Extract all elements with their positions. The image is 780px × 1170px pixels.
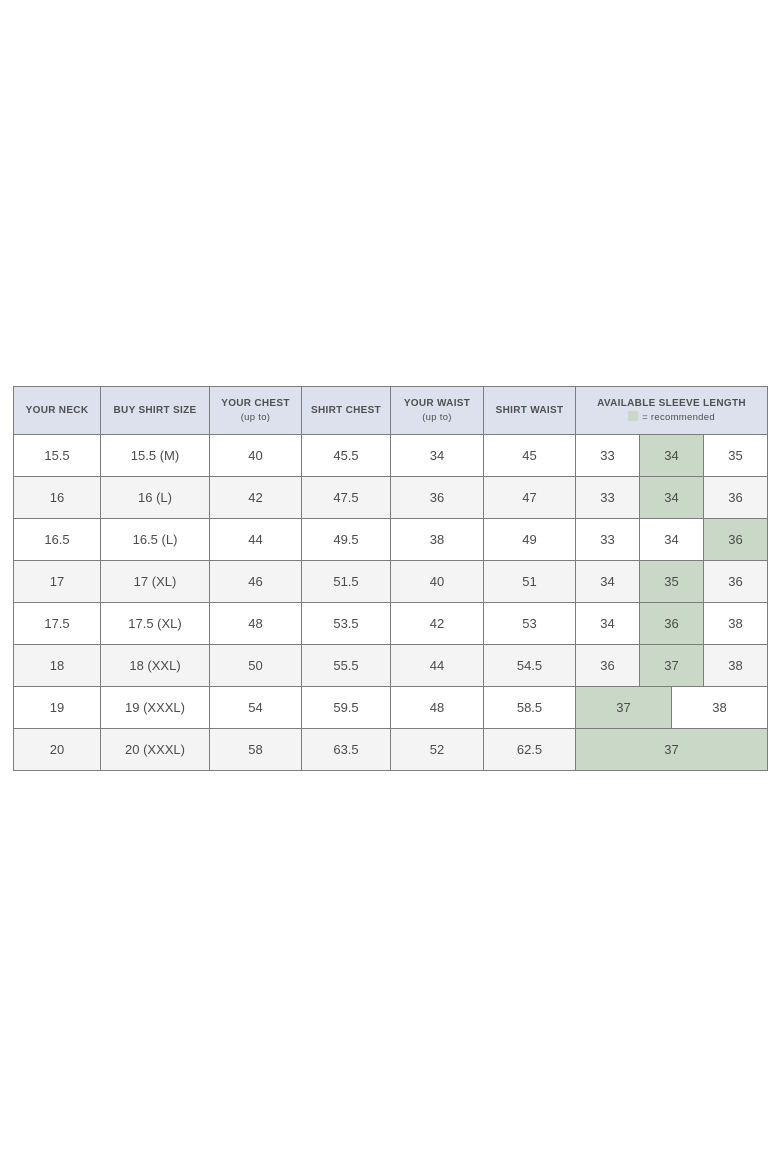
header-row (14, 387, 768, 435)
cell-shirt-chest: 47.5 (302, 477, 391, 519)
cell-shirt-waist: 58.5 (484, 687, 576, 729)
table-row (14, 561, 768, 603)
cell-buy-shirt-size: 16 (L) (101, 477, 210, 519)
table-row (14, 729, 768, 771)
table-row (14, 435, 768, 477)
cell-your-chest: 42 (210, 477, 302, 519)
cell-your-chest: 54 (210, 687, 302, 729)
cell-your-neck: 17 (14, 561, 101, 603)
cell-buy-shirt-size: 16.5 (L) (101, 519, 210, 561)
cell-sleeve: 34 (576, 561, 640, 603)
cell-shirt-chest: 53.5 (302, 603, 391, 645)
cell-sleeve-recommended: 34 (640, 435, 704, 477)
size-chart-body (14, 435, 768, 771)
header-sub-label: (up to) (240, 411, 271, 423)
cell-your-waist: 36 (391, 477, 484, 519)
cell-shirt-waist: 51 (484, 561, 576, 603)
cell-sleeve-recommended: 34 (640, 477, 704, 519)
cell-sleeve: 34 (576, 603, 640, 645)
header-buy-shirt-size: BUY SHIRT SIZE (101, 387, 210, 435)
cell-sleeve: 36 (704, 477, 768, 519)
cell-your-neck: 17.5 (14, 603, 101, 645)
cell-your-chest: 48 (210, 603, 302, 645)
header-your-chest: YOUR CHEST (up to) (210, 387, 302, 435)
header-sleeve-length: AVAILABLE SLEEVE LENGTH = recommended (576, 387, 768, 435)
table-row (14, 519, 768, 561)
header-sub-label: (up to) (422, 411, 452, 423)
header-shirt-waist: SHIRT WAIST (484, 387, 576, 435)
cell-shirt-waist: 62.5 (484, 729, 576, 771)
cell-sleeve: 38 (704, 645, 768, 687)
cell-sleeve-recommended: 36 (640, 603, 704, 645)
cell-shirt-chest: 63.5 (302, 729, 391, 771)
cell-shirt-chest: 49.5 (302, 519, 391, 561)
table-row (14, 687, 768, 729)
cell-sleeve: 33 (576, 477, 640, 519)
cell-shirt-waist: 53 (484, 603, 576, 645)
cell-shirt-chest: 59.5 (302, 687, 391, 729)
cell-sleeve: 35 (704, 435, 768, 477)
cell-sleeve: 33 (576, 519, 640, 561)
cell-your-chest: 46 (210, 561, 302, 603)
cell-buy-shirt-size: 19 (XXXL) (101, 687, 210, 729)
cell-shirt-waist: 49 (484, 519, 576, 561)
cell-shirt-chest: 51.5 (302, 561, 391, 603)
cell-your-neck: 20 (14, 729, 101, 771)
cell-sleeve: 38 (672, 687, 768, 729)
cell-sleeve: 33 (576, 435, 640, 477)
cell-your-chest: 58 (210, 729, 302, 771)
cell-your-waist: 38 (391, 519, 484, 561)
header-shirt-chest: SHIRT CHEST (302, 387, 391, 435)
cell-your-neck: 19 (14, 687, 101, 729)
cell-sleeve-recommended: 35 (640, 561, 704, 603)
cell-shirt-chest: 45.5 (302, 435, 391, 477)
cell-your-waist: 48 (391, 687, 484, 729)
cell-sleeve: 36 (576, 645, 640, 687)
header-your-neck: YOUR NECK (14, 387, 101, 435)
cell-shirt-waist: 54.5 (484, 645, 576, 687)
recommended-legend-text: = recommended (642, 411, 715, 423)
cell-buy-shirt-size: 20 (XXXL) (101, 729, 210, 771)
table-row (14, 477, 768, 519)
cell-your-chest: 40 (210, 435, 302, 477)
size-chart-table (13, 386, 768, 771)
cell-your-neck: 15.5 (14, 435, 101, 477)
cell-your-waist: 34 (391, 435, 484, 477)
cell-your-waist: 52 (391, 729, 484, 771)
cell-buy-shirt-size: 18 (XXL) (101, 645, 210, 687)
cell-sleeve-recommended: 37 (576, 729, 768, 771)
cell-your-waist: 42 (391, 603, 484, 645)
cell-your-waist: 44 (391, 645, 484, 687)
recommended-legend-swatch (628, 411, 638, 421)
table-row (14, 645, 768, 687)
cell-your-neck: 16 (14, 477, 101, 519)
cell-sleeve: 36 (704, 561, 768, 603)
cell-sleeve-recommended: 37 (576, 687, 672, 729)
cell-sleeve-recommended: 36 (704, 519, 768, 561)
cell-shirt-waist: 45 (484, 435, 576, 477)
cell-your-waist: 40 (391, 561, 484, 603)
cell-your-chest: 44 (210, 519, 302, 561)
cell-buy-shirt-size: 15.5 (M) (101, 435, 210, 477)
cell-buy-shirt-size: 17.5 (XL) (101, 603, 210, 645)
cell-buy-shirt-size: 17 (XL) (101, 561, 210, 603)
cell-shirt-chest: 55.5 (302, 645, 391, 687)
cell-sleeve: 34 (640, 519, 704, 561)
cell-sleeve-recommended: 37 (640, 645, 704, 687)
cell-your-neck: 18 (14, 645, 101, 687)
cell-shirt-waist: 47 (484, 477, 576, 519)
table-row (14, 603, 768, 645)
cell-your-chest: 50 (210, 645, 302, 687)
header-your-waist: YOUR WAIST (up to) (391, 387, 484, 435)
cell-sleeve: 38 (704, 603, 768, 645)
cell-your-neck: 16.5 (14, 519, 101, 561)
